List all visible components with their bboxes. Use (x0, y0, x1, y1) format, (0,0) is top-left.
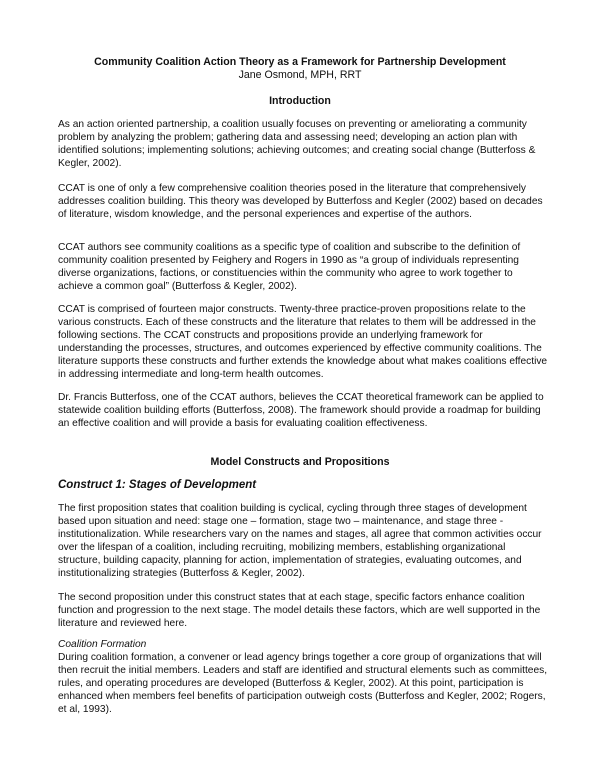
paragraph: The first proposition states that coalition building is cyclical, cycling through three stages of development based upon situation and need: stage one – formation, stage two – maintenance, and stage three - institutionalization. While researchers vary on the names and stages, all agree that common activities occur over the lifespan of a coalition, including recruiting, mobilizing members, establishing organizational structure, building capacity, planning for action, implementation of strategies, evaluating outcomes, and institutionalizing strategies (Butterfoss & Kegler, 2002). (58, 503, 542, 579)
construct-heading: Construct 1: Stages of Development (58, 479, 257, 491)
paragraph: Dr. Francis Butterfoss, one of the CCAT authors, believes the CCAT theoretical framework can be applied to statewide coalition building efforts (Butterfoss, 2008). The framework should provide a roadmap for building an effective coalition and will provide a basis for evaluating coalition effectiveness. (58, 392, 544, 429)
paragraph: CCAT authors see community coalitions as a specific type of coalition and subscribe to the definition of community coalition presented by Feighery and Rogers in 1990 as “a group of individuals representing diverse organizations, factions, or constituencies within the community who agree to work together to achieve a common goal” (Butterfoss & Kegler, 2002). (58, 242, 521, 292)
subsection-heading-coalition-formation: Coalition Formation (58, 639, 147, 650)
paragraph: The second proposition under this construct states that at each stage, specific factors enhance coalition function and progression to the next stage. The model details these factors, which are well supported in the literature and reviewed here. (58, 592, 541, 629)
section-heading-model-constructs: Model Constructs and Propositions (210, 456, 390, 468)
paragraph: During coalition formation, a convener or lead agency brings together a core group of organizations that will then recruit the initial members. Leaders and staff are identified and structural elements such as committees, rules, and operating procedures are developed (Butterfoss & Kegler, 2002). At this point, participation is enhanced when members feel benefits of participation outweigh costs (Butterfoss and Kegler, 2002; Rogers, et al, 1993). (58, 652, 548, 715)
paragraph: CCAT is one of only a few comprehensive coalition theories posed in the literature that comprehensively addresses coalition building. This theory was developed by Butterfoss and Kegler (2002) based on decades of literature, wisdom knowledge, and the personal experiences and expertise of the authors. (58, 183, 543, 220)
author-line: Jane Osmond, MPH, RRT (238, 69, 362, 81)
section-heading-introduction: Introduction (269, 95, 331, 107)
document-title: Community Coalition Action Theory as a Framework for Partnership Development (94, 56, 506, 68)
paragraph: CCAT is comprised of fourteen major constructs. Twenty-three practice-proven propositions relate to the various constructs. Each of these constructs and the literature that relates to them will be addressed in the following sections. The CCAT constructs and propositions provide an underlying framework for understanding the processes, structures, and outcomes experienced by effective community coalitions. The literature supports these constructs and further extends the knowledge about what makes coalitions effective in addressing intermediate and long-term health outcomes. (58, 304, 548, 380)
paragraph: As an action oriented partnership, a coalition usually focuses on preventing or ameliorating a community problem by analyzing the problem; gathering data and assessing need; developing an action plan with identified solutions; implementing solutions; achieving outcomes; and creating social change (Butterfoss & Kegler, 2002). (58, 119, 536, 169)
